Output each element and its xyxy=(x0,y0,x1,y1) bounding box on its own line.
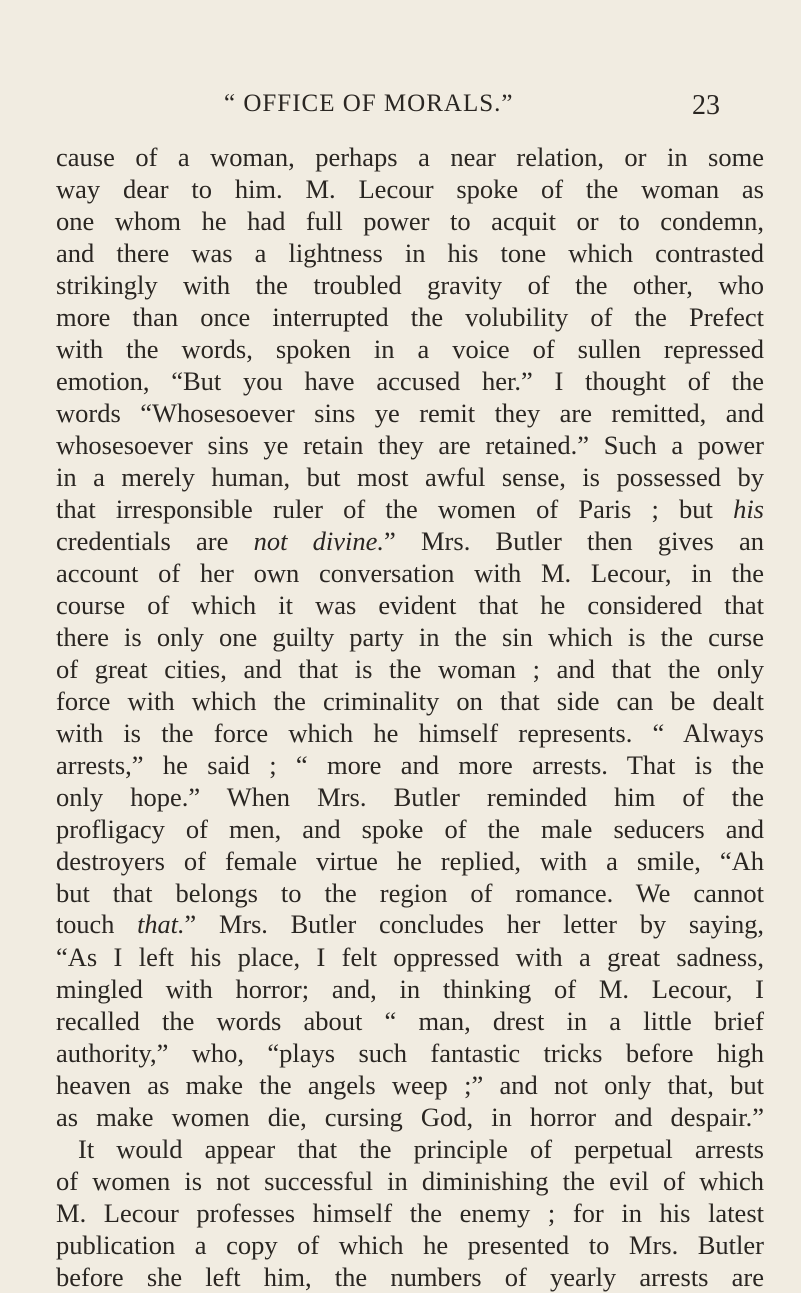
line-text: there is only one guilty party in the sin which is the curse xyxy=(56,622,764,652)
text-line xyxy=(56,877,764,909)
line-text: publication a copy of which he presented to Mrs. Butler xyxy=(56,1230,764,1260)
text-line xyxy=(56,1037,764,1069)
line-text: more than once interrupted the volubility of the Prefect xyxy=(56,302,764,332)
line-text: strikingly with the troubled gravity of the other, who xyxy=(56,270,764,300)
line-text: It would appear that the principle of perpetual arrests xyxy=(78,1134,764,1164)
text-line xyxy=(56,941,764,973)
text-line xyxy=(56,781,764,813)
line-text: “As I left his place, I felt oppressed with a great sadness, xyxy=(56,942,764,972)
line-text: with the words, spoken in a voice of sullen repressed xyxy=(56,334,764,364)
line-text: account of her own conversation with M. Lecour, in the xyxy=(56,558,764,588)
line-text: with is the force which he himself represents. “ Always xyxy=(56,718,764,748)
line-text: way dear to him. M. Lecour spoke of the woman as xyxy=(56,174,764,204)
line-text: destroyers of female virtue he replied, with a smile, “Ah xyxy=(56,846,764,876)
text-line xyxy=(56,557,764,589)
text-line xyxy=(56,1133,764,1165)
text-line xyxy=(56,173,764,205)
text-line xyxy=(56,237,764,269)
text-line xyxy=(56,269,764,301)
line-text: cause of a woman, perhaps a near relation, or in some xyxy=(56,142,764,172)
text-line xyxy=(56,717,764,749)
text-line xyxy=(56,525,764,557)
line-text: but that belongs to the region of romance. We cannot xyxy=(56,878,764,908)
italic-text: that. xyxy=(137,910,185,939)
text-line xyxy=(56,813,764,845)
line-text: ” Mrs. Butler concludes her letter by saying, xyxy=(184,910,764,939)
body-text xyxy=(56,141,764,1293)
line-text: course of which it was evident that he considered that xyxy=(56,590,764,620)
text-line xyxy=(56,397,764,429)
text-line xyxy=(56,493,764,525)
line-text: of women is not successful in diminishing the evil of which xyxy=(56,1166,764,1196)
line-text: and there was a lightness in his tone which contrasted xyxy=(56,238,764,268)
line-text: authority,” who, “plays such fantastic tricks before high xyxy=(56,1038,764,1068)
text-line xyxy=(56,461,764,493)
text-line xyxy=(56,589,764,621)
text-line xyxy=(56,1229,764,1261)
line-text: mingled with horror; and, in thinking of M. Lecour, I xyxy=(56,974,764,1004)
italic-text: his xyxy=(733,494,764,524)
text-line xyxy=(56,1165,764,1197)
text-line xyxy=(56,1261,764,1293)
text-line xyxy=(56,333,764,365)
text-line xyxy=(56,1005,764,1037)
line-text: as make women die, cursing God, in horror and despair.” xyxy=(56,1102,764,1132)
line-text: heaven as make the angels weep ;” and not only that, but xyxy=(56,1070,764,1100)
text-line xyxy=(56,1197,764,1229)
text-line xyxy=(56,301,764,333)
text-line xyxy=(56,653,764,685)
text-line xyxy=(56,909,764,941)
text-line xyxy=(56,365,764,397)
text-line xyxy=(56,685,764,717)
text-line xyxy=(56,973,764,1005)
line-text: credentials are xyxy=(56,526,254,556)
line-text: words “Whosesoever sins ye remit they are remitted, and xyxy=(56,398,764,428)
italic-text: not divine. xyxy=(253,526,385,556)
text-line xyxy=(56,845,764,877)
text-line xyxy=(56,205,764,237)
line-text: of great cities, and that is the woman ; and that the only xyxy=(56,654,764,684)
line-text: arrests,” he said ; “ more and more arrests. That is the xyxy=(56,750,764,780)
text-line xyxy=(56,749,764,781)
line-text: in a merely human, but most awful sense, is possessed by xyxy=(56,462,764,492)
line-text: profligacy of men, and spoke of the male seducers and xyxy=(56,814,764,844)
line-text: only hope.” When Mrs. Butler reminded him of the xyxy=(56,782,764,812)
line-text: ” Mrs. Butler then gives an xyxy=(384,526,764,556)
text-line xyxy=(56,1069,764,1101)
text-line xyxy=(56,141,764,173)
text-line xyxy=(56,621,764,653)
line-text: whosesoever sins ye retain they are retained.” Such a power xyxy=(56,430,764,460)
text-line xyxy=(56,1101,764,1133)
line-text: touch xyxy=(56,910,138,939)
line-text: recalled the words about “ man, drest in a little brief xyxy=(56,1006,764,1036)
line-text: one whom he had full power to acquit or to condemn, xyxy=(56,206,764,236)
text-line xyxy=(56,429,764,461)
page-number: 23 xyxy=(692,90,720,121)
line-text: M. Lecour professes himself the enemy ; for in his latest xyxy=(56,1198,764,1228)
running-head xyxy=(0,90,801,130)
line-text: before she left him, the numbers of yearly arrests are xyxy=(56,1262,764,1292)
line-text: force with which the criminality on that side can be dealt xyxy=(56,686,764,716)
line-text: emotion, “But you have accused her.” I thought of the xyxy=(56,366,764,396)
line-text: that irresponsible ruler of the women of Paris ; but xyxy=(56,494,734,524)
running-title: “ OFFICE OF MORALS.” xyxy=(224,90,514,117)
